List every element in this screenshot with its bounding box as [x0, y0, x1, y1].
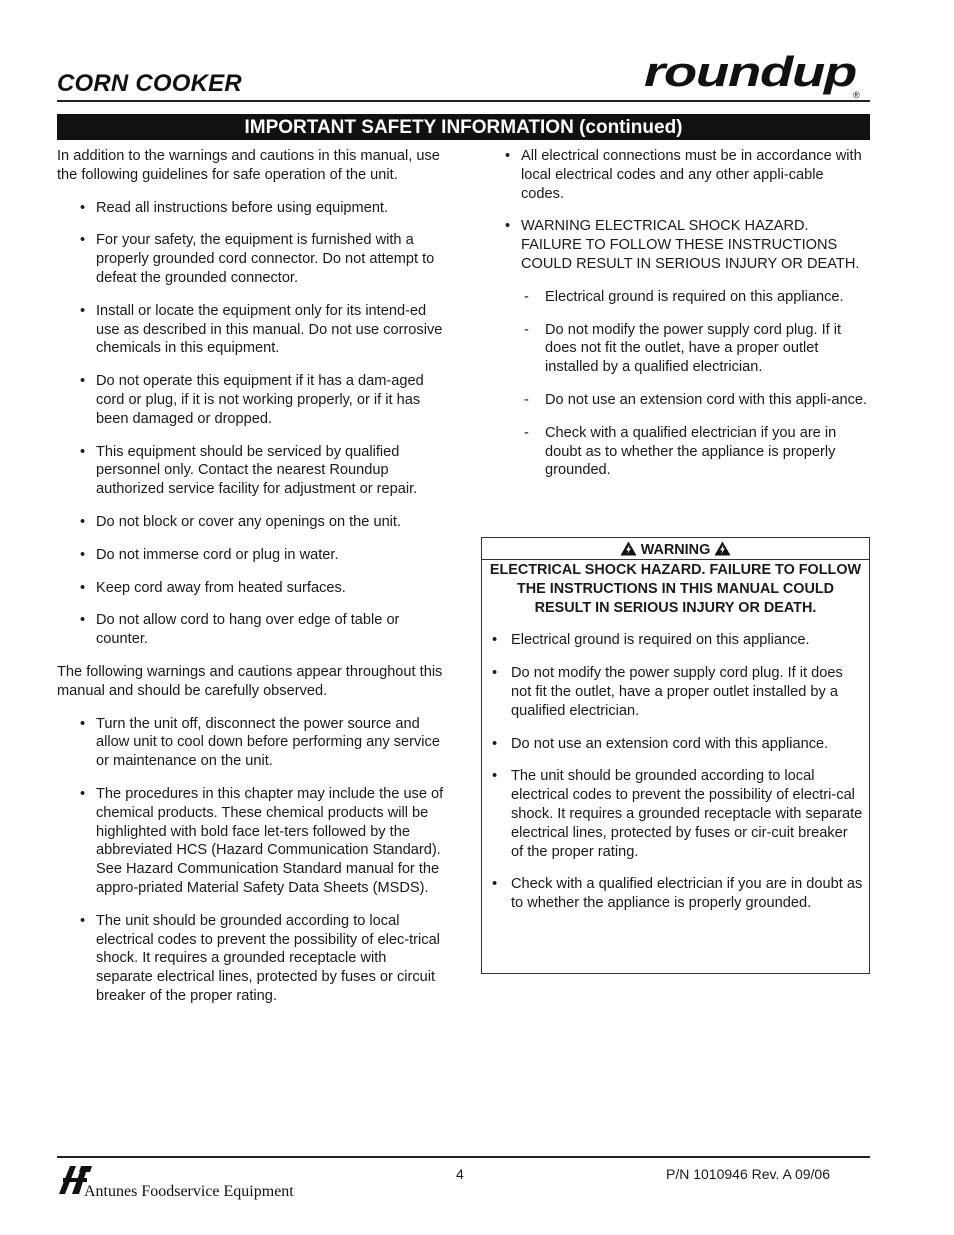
warning-label: WARNING [640, 542, 711, 558]
list-item: • This equipment should be serviced by qualified personnel only. Contact the nearest Roundup authorized service facility for adjustment or repair. [57, 443, 447, 499]
header-divider [57, 100, 870, 102]
company-name: Antunes Foodservice Equipment [84, 1183, 294, 1200]
list-item: • Do not modify the power supply cord plug. If it does not fit the outlet, have a proper outlet installed by a qualified electrician. [491, 664, 863, 720]
registered-mark: ® [853, 90, 860, 100]
warning-triangle-icon [714, 541, 731, 556]
list-item: • Keep cord away from heated surfaces. [57, 579, 447, 598]
warning-headline: ELECTRICAL SHOCK HAZARD. FAILURE TO FOLLOW THE INSTRUCTIONS IN THIS MANUAL COULD RESULT IN SERIOUS INJURY OR DEATH. [489, 562, 862, 616]
list-item: • For your safety, the equipment is furnished with a properly grounded cord connector. Do not attempt to defeat the grounded connector. [57, 231, 447, 287]
list-item: • Install or locate the equipment only for its intend-ed use as described in this manual. Do not use corrosive chemicals in this equipment. [57, 302, 447, 358]
electrical-list [504, 147, 870, 274]
list-item: • All electrical connections must be in accordance with local electrical codes and any other appli-cable codes. [504, 147, 870, 203]
warning-list [482, 617, 869, 913]
intro-paragraph: In addition to the warnings and cautions in this manual, use the following guidelines for safe operation of the unit. [57, 148, 440, 183]
list-item: • The procedures in this chapter may include the use of chemical products. These chemical products will be highlighted with bold face let-ters followed by the abbreviated HCS (Hazard Communication Standard). See Hazard Communication Standard manual for the appro-priated Material Safety Data Sheets (MSDS). [57, 785, 447, 898]
section-heading: IMPORTANT SAFETY INFORMATION (continued) [57, 114, 870, 140]
left-column [57, 147, 447, 1020]
warning-triangle-icon [620, 541, 637, 556]
list-item: • Do not use an extension cord with this appliance. [491, 735, 863, 754]
list-item: • Check with a qualified electrician if you are in doubt as to whether the appliance is properly grounded. [491, 875, 863, 913]
part-number: P/N 1010946 Rev. A 09/06 [666, 1166, 830, 1182]
list-item: • Electrical ground is required on this appliance. [491, 631, 863, 650]
list-item: • The unit should be grounded according to local electrical codes to prevent the possibility of elec-trical shock. It requires a grounded receptacle with separate electrical lines, protected by fuses or circuit breaker of the proper rating. [57, 912, 447, 1006]
warnings-list [57, 715, 447, 1006]
ground-requirements-list [504, 288, 870, 480]
list-item [504, 217, 870, 273]
guidelines-list [57, 199, 447, 649]
list-item: • Do not allow cord to hang over edge of table or counter. [57, 611, 447, 649]
roundup-logo [640, 52, 872, 102]
footer-divider [57, 1156, 870, 1158]
list-item: - Do not modify the power supply cord plug. If it does not fit the outlet, have a proper outlet installed by a qualified electrician. [504, 321, 870, 377]
list-item: • Do not immerse cord or plug in water. [57, 546, 447, 565]
list-item: - Do not use an extension cord with this appli-ance. [504, 391, 870, 410]
page-number: 4 [456, 1166, 464, 1182]
list-item: • Read all instructions before using equipment. [57, 199, 447, 218]
page-title: CORN COOKER [57, 70, 242, 97]
list-item: • The unit should be grounded according to local electrical codes to prevent the possibility of electri-cal shock. It requires a grounded receptacle with separate electrical lines, protected by fuses or cir-cuit breaker of the proper rating. [491, 767, 863, 861]
list-item: - Check with a qualified electrician if you are in doubt as to whether the appliance is properly grounded. [504, 424, 870, 480]
list-item: - Electrical ground is required on this appliance. [504, 288, 870, 307]
list-item: • Turn the unit off, disconnect the power source and allow unit to cool down before performing any service or maintenance on the unit. [57, 715, 447, 771]
brand-wordmark: roundup [644, 52, 857, 95]
list-item: • Do not block or cover any openings on the unit. [57, 513, 447, 532]
warnings-intro-paragraph: The following warnings and cautions appear throughout this manual and should be carefully observed. [57, 663, 443, 699]
warning-header [482, 538, 869, 560]
warning-box [481, 537, 870, 974]
shock-hazard-text: WARNING ELECTRICAL SHOCK HAZARD. FAILURE TO FOLLOW THESE INSTRUCTIONS COULD RESULT IN SERIOUS INJURY OR DEATH. [521, 218, 860, 272]
right-column [504, 147, 870, 494]
list-item: • Do not operate this equipment if it has a dam-aged cord or plug, if it is not working properly, or if it has been damaged or dropped. [57, 372, 447, 428]
